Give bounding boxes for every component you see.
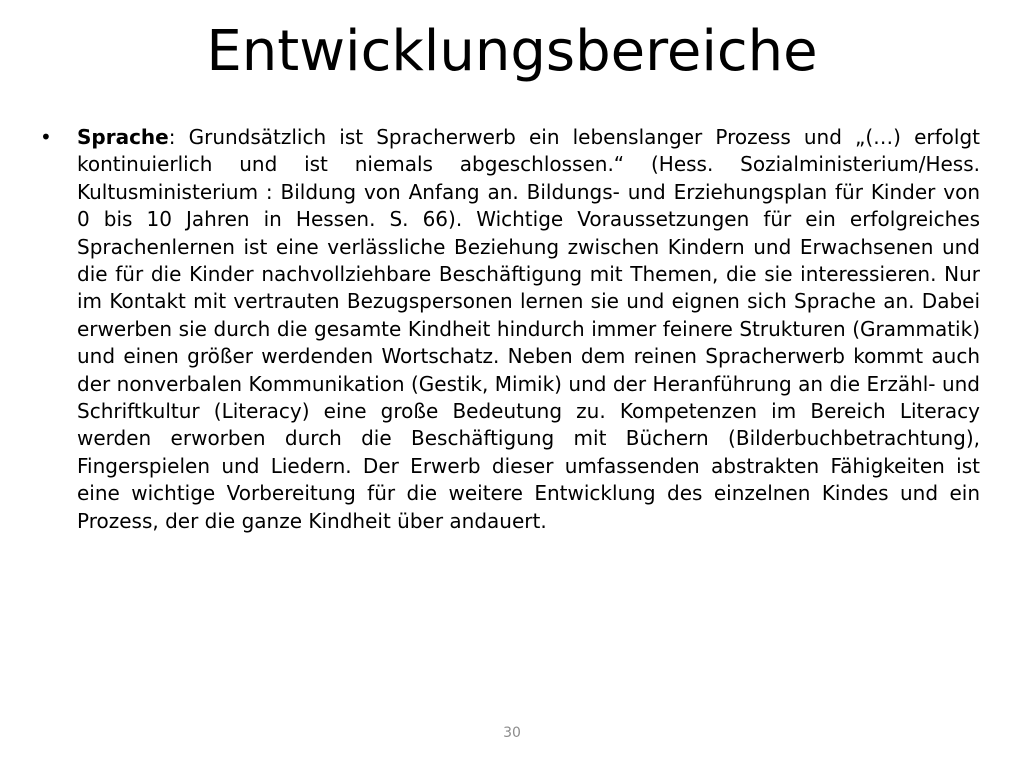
slide-body xyxy=(40,124,980,535)
bullet-term: Sprache xyxy=(77,125,169,149)
bullet-text xyxy=(77,124,980,535)
bullet-item-sprache xyxy=(40,124,980,535)
page-number: 30 xyxy=(503,725,521,741)
slide-title: Entwicklungsbereiche xyxy=(206,19,818,84)
bullet-marker-icon: • xyxy=(40,125,52,149)
bullet-body-text: : Grundsätzlich ist Spracherwerb ein lebenslanger Prozess und „(…) erfolgt kontinuierlich und ist niemals abgeschlossen.“ (Hess. Sozialministerium/Hess. Kultusministerium : Bildung von Anfang an. Bildungs- und Erziehungsplan für Kinder von 0 bis 10 Jahren in Hessen. S. 66). Wichtige Voraussetzungen für ein erfolgreiches Sprachenlernen ist eine verlässliche Beziehung zwischen Kindern und Erwachsenen und die für die Kinder nachvollziehbare Beschäftigung mit Themen, die sie interessieren. Nur im Kontakt mit vertrauten Bezugspersonen lernen sie und eignen sich Sprache an. Dabei erwerben sie durch die gesamte Kindheit hindurch immer feinere Strukturen (Grammatik) und einen größer werdenden Wortschatz. Neben dem reinen Spracherwerb kommt auch der nonverbalen Kommunikation (Gestik, Mimik) und der Heranführung an die Erzähl- und Schriftkultur (Literacy) eine große Bedeutung zu. Kompetenzen im Bereich Literacy werden erworben durch die Beschäftigung mit Büchern (Bilderbuchbetrachtung), Fingerspielen und Liedern. Der Erwerb dieser umfassenden abstrakten Fähigkeiten ist eine wichtige Vorbereitung für die weitere Entwicklung des einzelnen Kindes und ein Prozess, der die ganze Kindheit über andauert. xyxy=(77,125,980,533)
